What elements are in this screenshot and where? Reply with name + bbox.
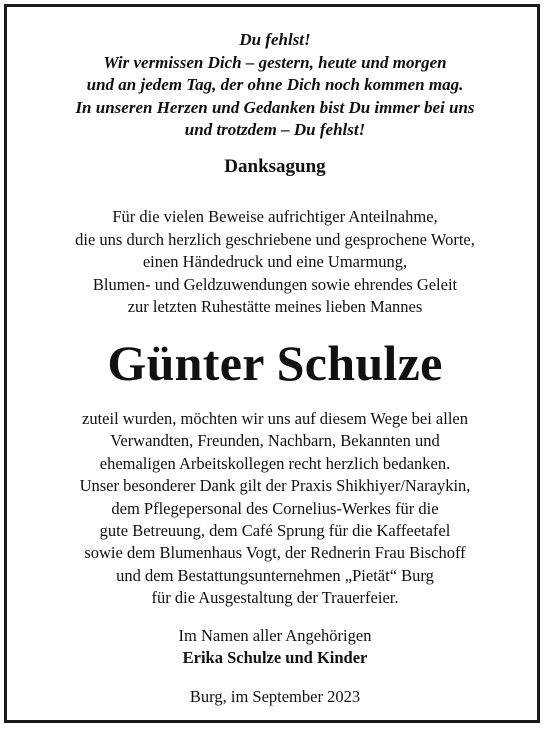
signer: Erika Schulze und Kinder: [182, 648, 368, 667]
thanks-line: Verwandten, Freunden, Nachbarn, Bekannten und: [110, 431, 440, 451]
intro-line: Blumen- und Geldzuwendungen sowie ehrendes Geleit: [92, 274, 458, 294]
intro-line: die uns durch herzlich geschriebene und gesprochene Worte,: [75, 229, 475, 249]
deceased-name: Günter Schulze: [107, 335, 443, 391]
thanks-line: zuteil wurden, möchten wir uns auf diesem Wege bei allen: [82, 409, 468, 428]
place-date: Burg, im September 2023: [189, 687, 361, 706]
poem-line: Wir vermissen Dich – gestern, heute und morgen: [103, 52, 447, 72]
thanks-text: [7, 408, 543, 610]
closing-line: Im Namen aller Angehörigen: [178, 626, 372, 645]
intro-line: zur letzten Ruhestätte meines lieben Mannes: [127, 297, 423, 316]
poem: [7, 29, 543, 142]
notice-frame: [4, 4, 540, 723]
poem-line: und an jedem Tag, der ohne Dich noch kommen mag.: [86, 75, 464, 94]
thanks-line: gute Betreuung, dem Café Sprung für die Kaffeetafel: [99, 521, 451, 541]
thanks-line: ehemaligen Arbeitskollegen recht herzlich bedanken.: [99, 453, 451, 473]
poem-line: Du fehlst!: [239, 30, 311, 49]
thanks-line: für die Ausgestaltung der Trauerfeier.: [151, 588, 399, 608]
poem-line: und trotzdem – Du fehlst!: [184, 120, 366, 139]
intro-line: einen Händedruck und eine Umarmung,: [142, 252, 408, 271]
thanks-line: dem Pflegepersonal des Cornelius-Werkes für die: [111, 498, 439, 518]
thanks-line: Unser besonderer Dank gilt der Praxis Shikhiyer/Naraykin,: [79, 476, 471, 496]
intro-line: Für die vielen Beweise aufrichtiger Anteilnahme,: [112, 207, 438, 226]
closing: [7, 625, 543, 669]
poem-line: In unseren Herzen und Gedanken bist Du immer bei uns: [75, 97, 475, 117]
intro-text: [7, 206, 543, 319]
heading: Danksagung: [224, 156, 326, 177]
thanks-line: und dem Bestattungsunternehmen „Pietät“ Burg: [116, 565, 434, 585]
thanks-line: sowie dem Blumenhaus Vogt, der Rednerin Frau Bischoff: [84, 543, 466, 563]
